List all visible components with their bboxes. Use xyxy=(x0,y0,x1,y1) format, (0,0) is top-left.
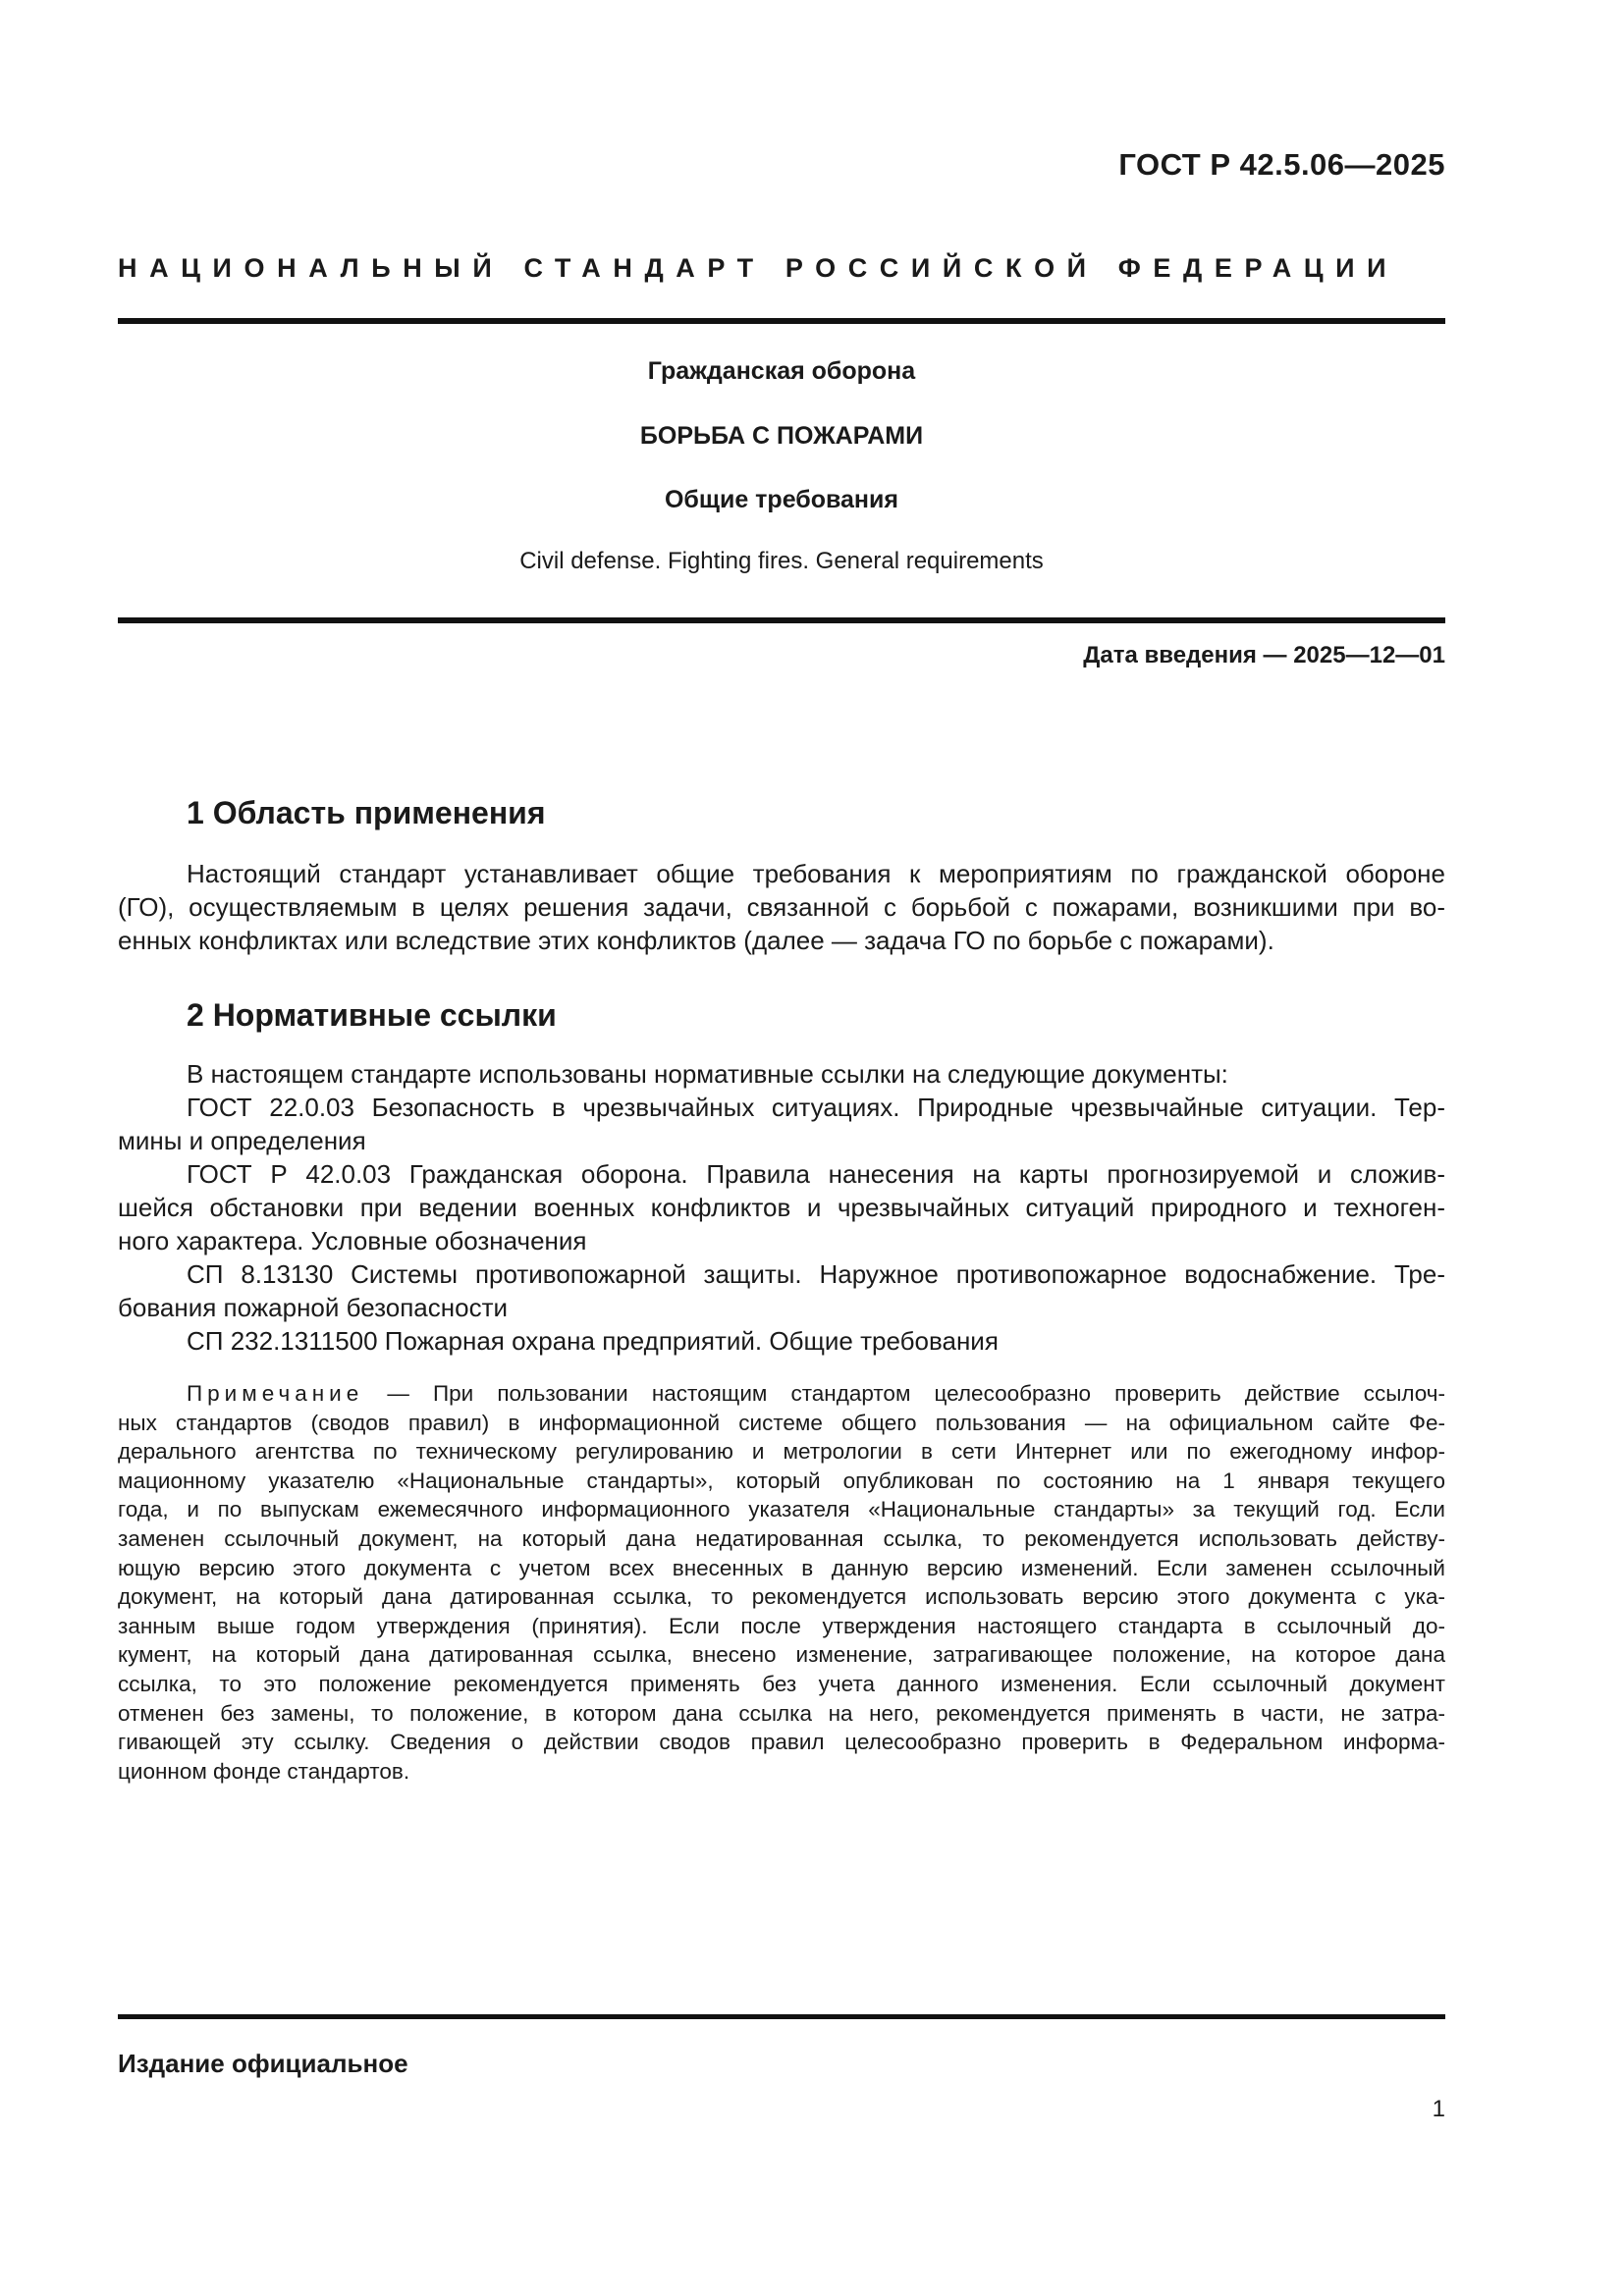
reference-line: ГОСТ 22.0.03 Безопасность в чрезвычайных ситуациях. Природные чрезвычайные ситуации. Тер- xyxy=(187,1093,1445,1122)
reference-line: ГОСТ Р 42.0.03 Гражданская оборона. Правила нанесения на карты прогнозируемой и сложив- xyxy=(187,1159,1445,1189)
title-subtitle: Общие требования xyxy=(664,486,898,513)
note-line: занным выше годом утверждения (принятия). Если после утверждения настоящего стандарта в ссылочный до- xyxy=(118,1613,1445,1638)
note-line: года, и по выпускам ежемесячного информационного указателя «Национальные стандарты» за текущий год. Если xyxy=(118,1497,1445,1522)
section-2-references xyxy=(118,1057,1445,1358)
edition-label: Издание официальное xyxy=(118,2049,408,2078)
section-1-heading: 1 Область применения xyxy=(187,795,546,830)
title-english: Civil defense. Fighting fires. General requirements xyxy=(519,548,1044,574)
note-text: — При пользовании настоящим стандартом целесообразно проверить действие ссылоч- xyxy=(363,1381,1445,1406)
text-line: (ГО), осуществляемым в целях решения задачи, связанной с борьбой с пожарами, возникшими при во- xyxy=(118,892,1445,922)
note-line: ющую версию этого документа с учетом всех внесенных в данную версию изменений. Если заменен ссылочный xyxy=(118,1555,1445,1580)
text-line: Настоящий стандарт устанавливает общие требования к мероприятиям по гражданской обороне xyxy=(187,859,1445,888)
text-line: В настоящем стандарте использованы нормативные ссылки на следующие документы: xyxy=(187,1059,1228,1089)
title-category: Гражданская оборона xyxy=(647,357,916,385)
reference-line: шейся обстановки при ведении военных конфликтов и чрезвычайных ситуаций природного и техноген- xyxy=(118,1193,1445,1222)
note-line: ных стандартов (сводов правил) в информационной системе общего пользования — на официальном сайте Фе- xyxy=(118,1410,1445,1435)
note-line: документ, на который дана датированная ссылка, то рекомендуется использовать версию этого документа с ука- xyxy=(118,1584,1445,1610)
text-line: енных конфликтах или вследствие этих конфликтов (далее — задача ГО по борьбе с пожарами). xyxy=(118,926,1274,955)
note-label: Примечание xyxy=(187,1381,364,1406)
reference-line: СП 8.13130 Системы противопожарной защиты. Наружное противопожарное водоснабжение. Тре- xyxy=(187,1259,1445,1289)
reference-line: СП 232.1311500 Пожарная охрана предприятий. Общие требования xyxy=(187,1326,999,1356)
title-divider xyxy=(118,617,1445,623)
note-first-line xyxy=(118,1379,1445,1409)
section-1-paragraph xyxy=(118,857,1445,957)
page-number: 1 xyxy=(1432,2096,1445,2122)
note-line: ционном фонде стандартов. xyxy=(118,1758,410,1784)
note-block xyxy=(118,1379,1445,1786)
note-line: гивающей эту ссылку. Сведения о действии сводов правил целесообразно проверить в Федеральном информа- xyxy=(118,1730,1445,1755)
reference-line: ного характера. Условные обозначения xyxy=(118,1226,587,1255)
note-line: заменен ссылочный документ, на который дана недатированная ссылка, то рекомендуется использовать действу- xyxy=(118,1525,1445,1551)
national-standard-title: НАЦИОНАЛЬНЫЙ СТАНДАРТ РОССИЙСКОЙ ФЕДЕРАЦИИ xyxy=(118,253,1399,283)
reference-line: мины и определения xyxy=(118,1126,366,1155)
note-line: кумент, на который дана датированная ссылка, внесено изменение, затрагивающее положение, на которое дана xyxy=(118,1642,1445,1668)
title-main: БОРЬБА С ПОЖАРАМИ xyxy=(639,422,924,450)
note-line: мационному указателю «Национальные стандарты», который опубликован по состоянию на 1 января текущего xyxy=(118,1468,1445,1493)
document-number: ГОСТ Р 42.5.06—2025 xyxy=(1118,147,1445,182)
note-line: ссылка, то это положение рекомендуется применять без учета данного изменения. Если ссылочный документ xyxy=(118,1671,1445,1696)
note-line: отменен без замены, то положение, в котором дана ссылка на него, рекомендуется применять в части, не затра- xyxy=(118,1700,1445,1726)
footer-divider xyxy=(118,2014,1445,2019)
top-divider xyxy=(118,318,1445,324)
section-2-heading: 2 Нормативные ссылки xyxy=(187,997,557,1033)
note-line: дерального агентства по техническому регулированию и метрологии в сети Интернет или по ежегодному инфор- xyxy=(118,1439,1445,1465)
reference-line: бования пожарной безопасности xyxy=(118,1293,509,1322)
introduction-date: Дата введения — 2025—12—01 xyxy=(1083,642,1445,668)
